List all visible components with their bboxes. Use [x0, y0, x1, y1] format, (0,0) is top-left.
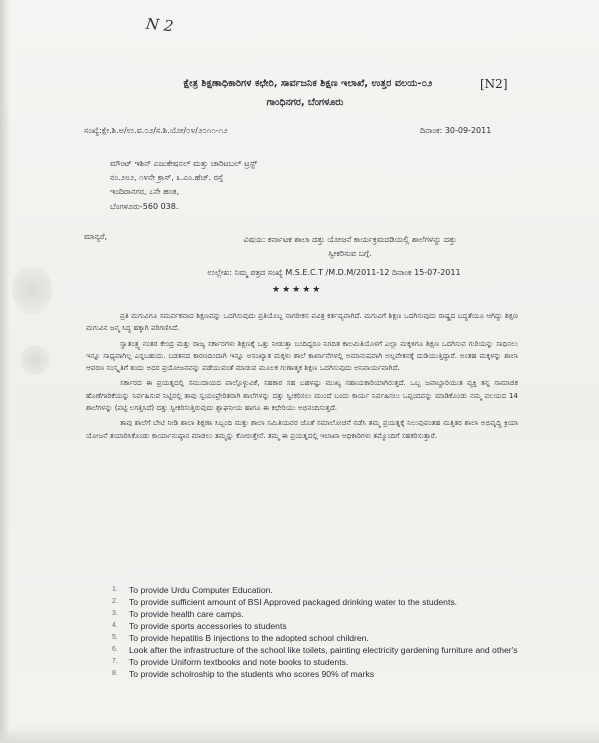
list-number: 8.: [112, 670, 118, 677]
list-item: [112, 656, 522, 668]
list-number: 7.: [112, 658, 118, 665]
list-number: 2.: [112, 598, 118, 605]
action-items-list: [112, 584, 522, 680]
subject-line: ವಿಷಯ: ಕರ್ನಾಟಕ ಶಾಲಾ ದತ್ತು ಯೋಜನೆ ಕಾರ್ಯಕ್ರಮದಡಿಯಲ್ಲಿ ಶಾಲೆಗಳನ್ನು ದತ್ತು: [243, 235, 457, 244]
list-number: 5.: [112, 634, 118, 641]
separator-stars: ★★★★★: [272, 285, 323, 295]
reference-number: ಸಂಖ್ಯೆ:ಕ್ಷೇ.ಶಿ.ಅ/ಉ.ವ.೦೨/ಸ.ಶಿ.ಯೋ/೦೪/೨೦೧೧-೧೨: [84, 126, 228, 135]
body-paragraph: ಸರ್ಕಾರದ ಈ ಪ್ರಯತ್ನದಲ್ಲಿ ಸಮುದಾಯದ ಪಾಲ್ಗೊಳ್ಳುವಿಕೆ, ಸಹಕಾರ ಸಹ ಬಹಳಷ್ಟು ಮುಖ್ಯ ಸಹಾಯಕಾರಿಯಾಗಿರುತ್ತದೆ. ಒಬ್ಬ ಜವಾಬ್ದಾರಿಯುತ ವ್ಯಕ್ತಿ ತನ್ನ ಸಾಮಾಜಿಕ ಹೊಣೆಗಾರಿಕೆಯನ್ನು ನಿರ್ವಹಿಸುವ ನಿಟ್ಟಿನಲ್ಲಿ ತಾವು ಸ್ವಯಂಪ್ರೇರಿತರಾಗಿ ಶಾಲೆಗಳನ್ನು ದತ್ತು ಸ್ವೀಕರಿಸಲು ಮುಂದೆ ಬಂದು ಕಾರ್ಯ ನಿರ್ವಹಿಸಲು ಒಪ್ಪಂದವನ್ನು ಮಾಡಿಕೊಂಡು ನಮ್ಮ ವಲಯದ 14 ಶಾಲೆಗಳನ್ನು (ಪಟ್ಟಿ ಲಗತ್ತಿಸಿದೆ) ದತ್ತು ಸ್ವೀಕರಿಸುತ್ತಿರುವುದು ಶ್ಲಾಘನೀಯ ಹಾಗೂ ಈ ಕಛೇರಿಯು ಅಭಿನಂದಿಸುತ್ತದೆ.: [86, 378, 518, 413]
paper-stain: [12, 265, 52, 315]
list-item: [112, 608, 522, 620]
list-item-text: To provide Uniform textbooks and note books to students.: [129, 657, 349, 667]
list-number: 6.: [112, 646, 118, 653]
list-item-text: To provide sufficient amount of BSI Approved packaged drinking water to the students.: [129, 597, 458, 607]
list-item: [112, 620, 522, 632]
body-paragraph: ತಾವು ಶಾಲೆಗೆ ಬೇಟಿ ನೀಡಿ ಶಾಲಾ ಶಿಕ್ಷಣಾ ಸಿಬ್ಬಂದಿ ಮತ್ತು ಶಾಲಾ ಸಮಿತಿಯವರ ಜೊತೆ ಸಮಾಲೋಚನೆ ನಡೆಸಿ ತಮ್ಮ ಪ್ರಯತ್ನಕ್ಕೆ ನಿಲುವುವಂತಹ ಮತ್ತಿತರ ಶಾಲಾ ಅಭಿವೃದ್ಧಿ ಕ್ರಿಯಾ ಯೋಜನೆ ತಯಾರಿಸಿಕೊಂಡು ಕಾರ್ಯಾನುಷ್ಠಾನ ಮಾಡಲು ತಮ್ಮನ್ನು ಕೋರುತ್ತೇನೆ. ತಮ್ಮ ಈ ಪ್ರಯತ್ನದಲ್ಲಿ ಇಲಾಖಾ ಅಧಿಕಾರಿಗಳು ತಮ್ಮೊಂದಿಗೆ ಸಹಕರಿಸುತ್ತಾರೆ.: [86, 418, 518, 440]
file-code: [N2]: [480, 77, 508, 91]
list-item: [112, 632, 522, 644]
list-item-text: Look after the infrastructure of the school like toilets, painting electricity gardening furniture and other's: [129, 645, 518, 655]
letter-body: [86, 310, 518, 445]
list-item: [112, 584, 522, 596]
list-item-text: To provide Urdu Computer Education.: [129, 585, 273, 595]
list-number: 4.: [112, 622, 118, 629]
list-item-text: To provide sports accessories to students: [129, 621, 287, 631]
letterhead-city: ಗಾಂಧಿನಗರ, ಬೆಂಗಳೂರು: [266, 97, 344, 108]
recipient-address: [110, 157, 257, 214]
list-number: 1.: [112, 586, 118, 593]
handwritten-note: N 2: [145, 14, 175, 36]
subject-line: ಸ್ವೀಕರಿಸುವ ಬಗ್ಗೆ.: [328, 249, 372, 258]
list-item-text: To provide hepatitis B injections to the adopted school children.: [129, 633, 369, 643]
list-item-text: To provide health care camps.: [129, 609, 244, 619]
letterhead-department: ಕ್ಷೇತ್ರ ಶಿಕ್ಷಣಾಧಿಕಾರಿಗಳ ಕಛೇರಿ, ಸಾರ್ವಜನಿಕ ಶಿಕ್ಷಣ ಇಲಾಖೆ, ಉತ್ತರ ವಲಯ-೦೨: [183, 78, 433, 89]
address-line: ನಂ.೨೮೨, ೧೪ನೇ ಕ್ರಾಸ್, ೩.ಎಂ.ಹೆಚ್. ರಸ್ತೆ: [110, 173, 224, 183]
body-paragraph: ಪ್ರತಿ ಮಗುವಿಗೂ ಸಮರ್ಪಕವಾದ ಶಿಕ್ಷಣವನ್ನು ಒದಗಿಸುವುದು ಪ್ರತಿಯೊಬ್ಬ ನಾಗರೀಕನ ಪವಿತ್ರ ಕರ್ತವ್ಯವಾಗಿದೆ. ಮಗುವಿಗೆ ಶಿಕ್ಷಣ ಒದಗಿಸುವುದು ರಾಷ್ಟ್ರದ ಬದ್ಧತೆಯೂ ಆಗಿದ್ದು ಶಿಕ್ಷಣ ಮಗುವಿನ ಜನ್ಮ ಸಿದ್ಧ ಹಕ್ಕಾಗಿ ಪರಿಗಣಿಸಿದೆ.: [86, 311, 518, 333]
list-item: [112, 644, 522, 656]
address-line: ಇಂದಿರಾನಗರ, ೭ನೇ ಹಂತ,: [110, 187, 180, 197]
salutation: ಮಾನ್ಯರೆ,: [84, 232, 108, 241]
list-item-text: To provide scholroship to the students who scores 90% of marks: [129, 669, 375, 679]
address-line: ಮೌಂಟ್ ಇಶಿನ್ ಎಜುಕೇಷನಲ್ ಮತ್ತು ಚಾರಿಟಬಲ್ ಟ್ರಸ್ಟ್: [110, 159, 258, 168]
reference-line: ಉಲ್ಲೇಖ: ನಿಮ್ಮ ಪತ್ರದ ಸಂಖ್ಯೆ M.S.E.C.T /M.D.M/2011-12 ದಿನಾಂಕ 15-07-2011: [207, 268, 461, 277]
list-number: 3.: [112, 610, 118, 617]
list-item: [112, 596, 522, 608]
address-line: ಬೆಂಗಳೂರು-560 038.: [110, 201, 179, 211]
scan-edge-shadow: [0, 0, 10, 743]
letter-date: ದಿನಾಂಕ: 30-09-2011: [420, 126, 492, 135]
body-paragraph: ಸ್ವಾತಂತ್ರ್ಯ ನಂತರ ಕೇಂದ್ರ ಮತ್ತು ರಾಜ್ಯ ಸರ್ಕಾರಗಳು ಶಿಕ್ಷಣಕ್ಕೆ ಒತ್ತು ನೀಡುತ್ತಾ ಬಂದಿದ್ದರೂ ನಿಗದಿತ ಕಾಲಮಿತಿಯೊಳಗೆ ಎಲ್ಲಾ ಮಕ್ಕಳಿಗೂ ಶಿಕ್ಷಣ ಒದಗಿಸುವ ಗುರಿಯನ್ನು ಸಾಧಿಸಲು ಇನ್ನೂ ಸಾಧ್ಯವಾಗಿಲ್ಲ ಎನ್ನಬಹುದು. ಬಡತನದ ಕಾರಣದಿಂದಾಗಿ ಇನ್ನೂ ಅಸಂಖ್ಯಾತ ಮಕ್ಕಳು ಶಾಲೆ ಕಾರ್ಖಾನೆಗಳಲ್ಲಿ ಅಮಾನುಷವಾಗಿ ಅಲ್ಪವೇತನಕ್ಕೆ ದುಡಿಯುತ್ತಿದ್ದಾರೆ. ಅಂತಹ ಮಕ್ಕಳನ್ನು ಶಾಲಾ ಆವರಣ ಸಂಸ್ಕೃತಿಗೆ ತಂದು ಅದರ ಪ್ರಯೋಜನವನ್ನು ಪಡೆಯುವಂತೆ ಮಾಡುವ ಮೂಲಕ ಗುಣಾತ್ಮಕ ಶಿಕ್ಷಣ ಒದಗಿಸುವುದು ಅನಿವಾರ್ಯವಾಗಿದೆ.: [86, 338, 518, 373]
paper-stain: [20, 345, 50, 375]
subject-block: [180, 233, 520, 261]
list-item: [112, 668, 522, 680]
scan-bottom-shadow: [0, 725, 599, 743]
